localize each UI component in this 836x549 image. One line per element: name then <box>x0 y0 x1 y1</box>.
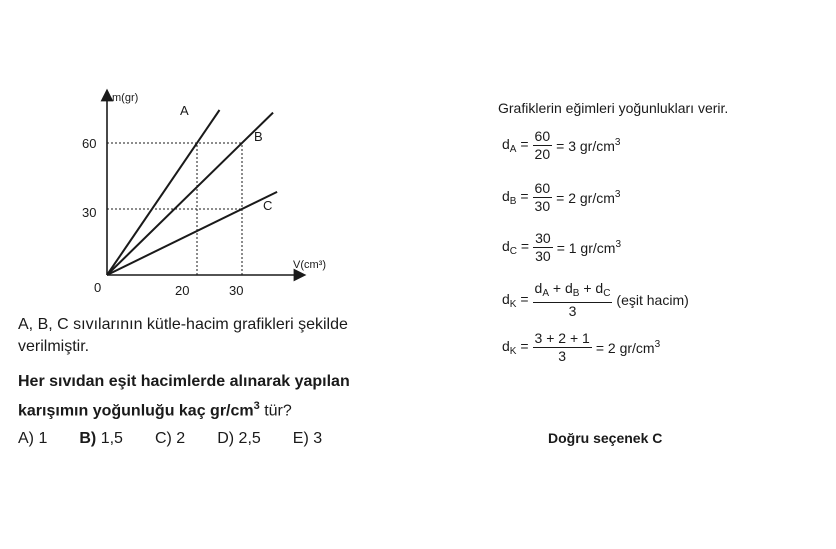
dk1-fraction: $\frac{d_A + d_B + d_C}{3}$ <box>534 280 611 319</box>
dc-result: = 1 $gr/cm^3$ <box>556 239 621 256</box>
dc-lhs: $d_C$ = <box>502 238 530 257</box>
y-tick-30: 30 <box>82 205 97 220</box>
equation-dk-2 <box>502 330 660 365</box>
origin-label: 0 <box>94 280 102 295</box>
prompt-line-2 <box>18 394 438 423</box>
db-fraction: $\frac{60}{30}$ <box>534 180 551 214</box>
option-b-value: 1,5 <box>100 430 123 447</box>
line-b <box>107 113 273 275</box>
prompt-line-2-text: karışımın yoğunluğu kaç gr/cm <box>18 402 254 420</box>
solution-intro: Grafiklerin eğimleri yoğunlukları verir. <box>498 100 729 116</box>
option-c-value: 2 <box>176 430 186 447</box>
option-a[interactable] <box>18 430 47 448</box>
line-a <box>107 110 220 275</box>
option-a-value: 1 <box>38 430 48 447</box>
option-d-letter: D) <box>217 430 235 447</box>
dc-fraction: $\frac{30}{30}$ <box>535 230 551 264</box>
option-c[interactable] <box>155 430 185 448</box>
option-e-letter: E) <box>292 430 309 447</box>
da-lhs: $d_A$ = <box>502 136 529 155</box>
x-axis-label: V(cm³) <box>293 259 326 271</box>
answer-options <box>18 430 354 448</box>
line-label-c: C <box>263 198 273 213</box>
dk1-lhs: $d_K$ = <box>502 290 529 310</box>
mass-volume-graph <box>0 0 440 310</box>
correct-answer: Doğru seçenek C <box>548 430 663 446</box>
question-line-2: verilmiştir. <box>18 338 90 355</box>
line-c <box>107 192 277 275</box>
dk2-lhs: $d_K$ = <box>502 338 529 357</box>
prompt-sup: 3 <box>253 400 260 412</box>
option-d[interactable] <box>217 430 261 448</box>
db-lhs: $d_B$ = <box>502 188 529 207</box>
question-text <box>18 314 438 358</box>
data-lines <box>107 110 277 275</box>
x-tick-30: 30 <box>229 283 244 298</box>
option-b[interactable] <box>79 430 123 448</box>
y-tick-60: 60 <box>82 136 97 151</box>
equation-db <box>502 180 620 215</box>
da-result: = 3 $gr/cm^3$ <box>556 137 621 154</box>
question-prompt <box>18 370 438 423</box>
equation-dk-1 <box>502 280 689 320</box>
equation-da <box>502 128 620 163</box>
x-tick-20: 20 <box>175 283 190 298</box>
line-label-a: A <box>180 103 189 118</box>
option-e-value: 3 <box>313 430 323 447</box>
prompt-tail: tür? <box>259 402 292 420</box>
question-line-1: A, B, C sıvılarının kütle-hacim grafikleri şekilde <box>18 316 348 333</box>
option-b-letter: B) <box>79 430 97 447</box>
prompt-line-1: Her sıvıdan eşit hacimlerde alınarak yapılan <box>18 373 350 390</box>
equation-dc <box>502 230 621 265</box>
db-result: = 2 $gr/cm^3$ <box>556 189 621 206</box>
option-c-letter: C) <box>154 430 172 447</box>
y-axis-label: m(gr) <box>112 92 139 104</box>
line-label-b: B <box>254 129 263 144</box>
option-e[interactable] <box>293 430 322 448</box>
dk2-result: = 2 $gr/cm^3$ <box>595 339 661 356</box>
dk2-fraction: $\frac{3 + 2 + 1}{3}$ <box>534 330 590 364</box>
da-fraction: $\frac{60}{20}$ <box>534 128 551 162</box>
option-d-value: 2,5 <box>238 430 261 447</box>
dk1-note: (eşit hacim) <box>616 292 689 308</box>
option-a-letter: A) <box>18 430 34 447</box>
